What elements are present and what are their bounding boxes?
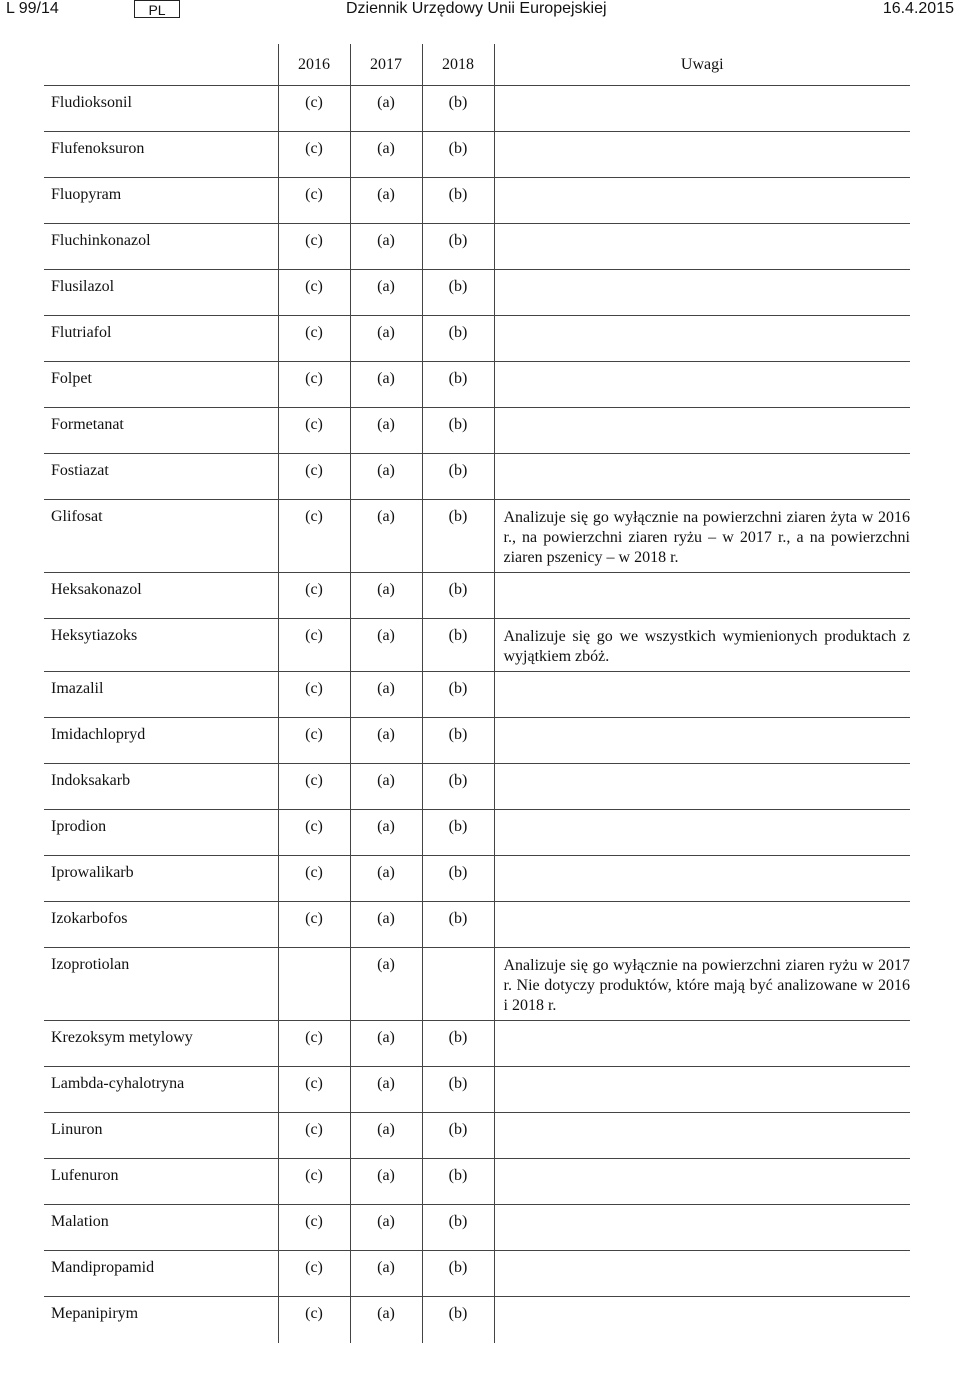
cell-2018 [422, 948, 494, 1021]
cell-2016: (c) [278, 1159, 350, 1205]
column-header-name [44, 44, 278, 86]
cell-2017: (a) [350, 1067, 422, 1113]
cell-2017: (a) [350, 362, 422, 408]
notes-cell [494, 1067, 910, 1113]
table-row [44, 619, 910, 672]
notes-cell [494, 1113, 910, 1159]
table-row [44, 672, 910, 718]
substance-name: Fludioksonil [44, 86, 278, 132]
publication-date: 16.4.2015 [882, 0, 954, 17]
cell-2017: (a) [350, 1021, 422, 1067]
column-header-2016: 2016 [278, 44, 350, 86]
cell-2016: (c) [278, 86, 350, 132]
cell-2016: (c) [278, 1067, 350, 1113]
language-badge: PL [134, 0, 180, 18]
substance-name: Iprowalikarb [44, 856, 278, 902]
cell-2017: (a) [350, 902, 422, 948]
cell-2016: (c) [278, 1251, 350, 1297]
substance-name: Mandipropamid [44, 1251, 278, 1297]
cell-2016: (c) [278, 270, 350, 316]
table-body [44, 86, 910, 1343]
substance-name: Iprodion [44, 810, 278, 856]
substance-name: Izoprotiolan [44, 948, 278, 1021]
pesticide-table [44, 44, 910, 1343]
substance-name: Imazalil [44, 672, 278, 718]
substance-name: Fluchinkonazol [44, 224, 278, 270]
cell-2018: (b) [422, 1297, 494, 1343]
cell-2016: (c) [278, 573, 350, 619]
cell-2016: (c) [278, 1205, 350, 1251]
notes-cell [494, 408, 910, 454]
table-row [44, 1021, 910, 1067]
notes-cell [494, 1251, 910, 1297]
column-header-notes: Uwagi [494, 44, 910, 86]
table-row [44, 810, 910, 856]
cell-2018: (b) [422, 132, 494, 178]
cell-2016: (c) [278, 672, 350, 718]
notes-cell [494, 1021, 910, 1067]
table-row [44, 500, 910, 573]
cell-2017: (a) [350, 810, 422, 856]
cell-2016: (c) [278, 316, 350, 362]
table-row [44, 362, 910, 408]
cell-2017: (a) [350, 86, 422, 132]
cell-2016: (c) [278, 362, 350, 408]
table-row [44, 224, 910, 270]
cell-2016: (c) [278, 178, 350, 224]
cell-2016: (c) [278, 224, 350, 270]
substance-name: Fluopyram [44, 178, 278, 224]
notes-cell [494, 1297, 910, 1343]
cell-2018: (b) [422, 270, 494, 316]
cell-2018: (b) [422, 500, 494, 573]
cell-2016: (c) [278, 132, 350, 178]
table-row [44, 764, 910, 810]
table-row [44, 948, 910, 1021]
substance-name: Krezoksym metylowy [44, 1021, 278, 1067]
cell-2017: (a) [350, 1251, 422, 1297]
cell-2017: (a) [350, 619, 422, 672]
journal-title: Dziennik Urzędowy Unii Europejskiej [346, 0, 607, 17]
table-row [44, 718, 910, 764]
cell-2018: (b) [422, 573, 494, 619]
substance-name: Imidachlopryd [44, 718, 278, 764]
cell-2016: (c) [278, 810, 350, 856]
cell-2017: (a) [350, 672, 422, 718]
substance-name: Folpet [44, 362, 278, 408]
notes-cell: Analizuje się go we wszystkich wymienionych produktach z wyjątkiem zbóż. [494, 619, 910, 672]
cell-2018: (b) [422, 1021, 494, 1067]
notes-cell [494, 178, 910, 224]
column-header-2018: 2018 [422, 44, 494, 86]
notes-cell [494, 810, 910, 856]
cell-2017: (a) [350, 316, 422, 362]
cell-2017: (a) [350, 270, 422, 316]
table-row [44, 856, 910, 902]
table-row [44, 408, 910, 454]
cell-2018: (b) [422, 1205, 494, 1251]
notes-cell [494, 764, 910, 810]
substance-name: Lambda-cyhalotryna [44, 1067, 278, 1113]
cell-2017: (a) [350, 1113, 422, 1159]
column-header-2017: 2017 [350, 44, 422, 86]
table-row [44, 86, 910, 132]
cell-2018: (b) [422, 1251, 494, 1297]
substance-name: Linuron [44, 1113, 278, 1159]
substance-name: Heksytiazoks [44, 619, 278, 672]
cell-2017: (a) [350, 224, 422, 270]
cell-2018: (b) [422, 316, 494, 362]
notes-cell [494, 132, 910, 178]
notes-cell [494, 270, 910, 316]
cell-2016: (c) [278, 619, 350, 672]
cell-2018: (b) [422, 454, 494, 500]
cell-2018: (b) [422, 902, 494, 948]
table-row [44, 1205, 910, 1251]
cell-2016: (c) [278, 408, 350, 454]
cell-2016: (c) [278, 1113, 350, 1159]
cell-2018: (b) [422, 1159, 494, 1205]
notes-cell: Analizuje się go wyłącznie na powierzchni ziaren ryżu w 2017 r. Nie dotyczy produktów, które mają być analizowane w 2016 i 2018 r. [494, 948, 910, 1021]
table-header-row [44, 44, 910, 86]
cell-2016: (c) [278, 1021, 350, 1067]
notes-cell [494, 224, 910, 270]
notes-cell [494, 573, 910, 619]
table-row [44, 573, 910, 619]
cell-2017: (a) [350, 132, 422, 178]
table-row [44, 1251, 910, 1297]
substance-name: Malation [44, 1205, 278, 1251]
cell-2017: (a) [350, 408, 422, 454]
cell-2018: (b) [422, 672, 494, 718]
notes-cell [494, 902, 910, 948]
substance-name: Mepanipirym [51, 1305, 139, 1322]
table-row [44, 902, 910, 948]
cell-2017: (a) [350, 1205, 422, 1251]
table-row [44, 270, 910, 316]
cell-2018: (b) [422, 178, 494, 224]
substance-name: Fostiazat [44, 454, 278, 500]
substance-name: Indoksakarb [44, 764, 278, 810]
table-row [44, 1067, 910, 1113]
table-row [44, 1159, 910, 1205]
cell-2018: (b) [422, 718, 494, 764]
notes-cell [494, 454, 910, 500]
cell-2017: (a) [350, 718, 422, 764]
substance-name: Flutriafol [44, 316, 278, 362]
cell-2017: (a) [350, 178, 422, 224]
table-row [44, 178, 910, 224]
notes-cell [494, 1159, 910, 1205]
cell-2017: (a) [350, 573, 422, 619]
cell-2018: (b) [422, 1067, 494, 1113]
cell-2017: (a) [350, 856, 422, 902]
substance-name: Glifosat [44, 500, 278, 573]
substance-name: Flusilazol [44, 270, 278, 316]
notes-cell [494, 316, 910, 362]
table-row [44, 454, 910, 500]
substance-name: Heksakonazol [44, 573, 278, 619]
page-header [0, 0, 960, 22]
cell-2016: (c) [278, 856, 350, 902]
substance-name: Formetanat [44, 408, 278, 454]
cell-2016: (c) [278, 764, 350, 810]
notes-cell [494, 718, 910, 764]
cell-2018: (b) [422, 86, 494, 132]
cell-2018: (b) [422, 764, 494, 810]
notes-cell [494, 362, 910, 408]
cell-2018: (b) [422, 224, 494, 270]
cell-2016: (c) [278, 500, 350, 573]
table-row [44, 316, 910, 362]
notes-cell [494, 86, 910, 132]
cell-2017: (a) [350, 1297, 422, 1343]
table-row [44, 1297, 910, 1343]
notes-cell [494, 672, 910, 718]
cell-2016: (c) [278, 454, 350, 500]
cell-2017: (a) [350, 948, 422, 1021]
cell-2017: (a) [350, 454, 422, 500]
cell-2018: (b) [422, 408, 494, 454]
cell-2016: (c) [278, 718, 350, 764]
cell-2018: (b) [422, 619, 494, 672]
cell-2017: (a) [350, 500, 422, 573]
cell-2018: (b) [422, 362, 494, 408]
page-reference: L 99/14 [6, 0, 59, 17]
cell-2016 [278, 948, 350, 1021]
cell-2017: (a) [350, 1159, 422, 1205]
table-row [44, 132, 910, 178]
substance-name: Izokarbofos [44, 902, 278, 948]
cell-2017: (a) [350, 764, 422, 810]
cell-2018: (b) [422, 856, 494, 902]
notes-cell [494, 1205, 910, 1251]
notes-cell: Analizuje się go wyłącznie na powierzchni ziaren żyta w 2016 r., na powierzchni ziaren ryżu – w 2017 r., a na powierzchni ziaren pszenicy – w 2018 r. [494, 500, 910, 573]
substance-name: Lufenuron [44, 1159, 278, 1205]
substance-name: Flufenoksuron [44, 132, 278, 178]
cell-2016: (c) [278, 902, 350, 948]
cell-2016: (c) [278, 1297, 350, 1343]
cell-2018: (b) [422, 1113, 494, 1159]
notes-cell [494, 856, 910, 902]
cell-2018: (b) [422, 810, 494, 856]
table-row [44, 1113, 910, 1159]
